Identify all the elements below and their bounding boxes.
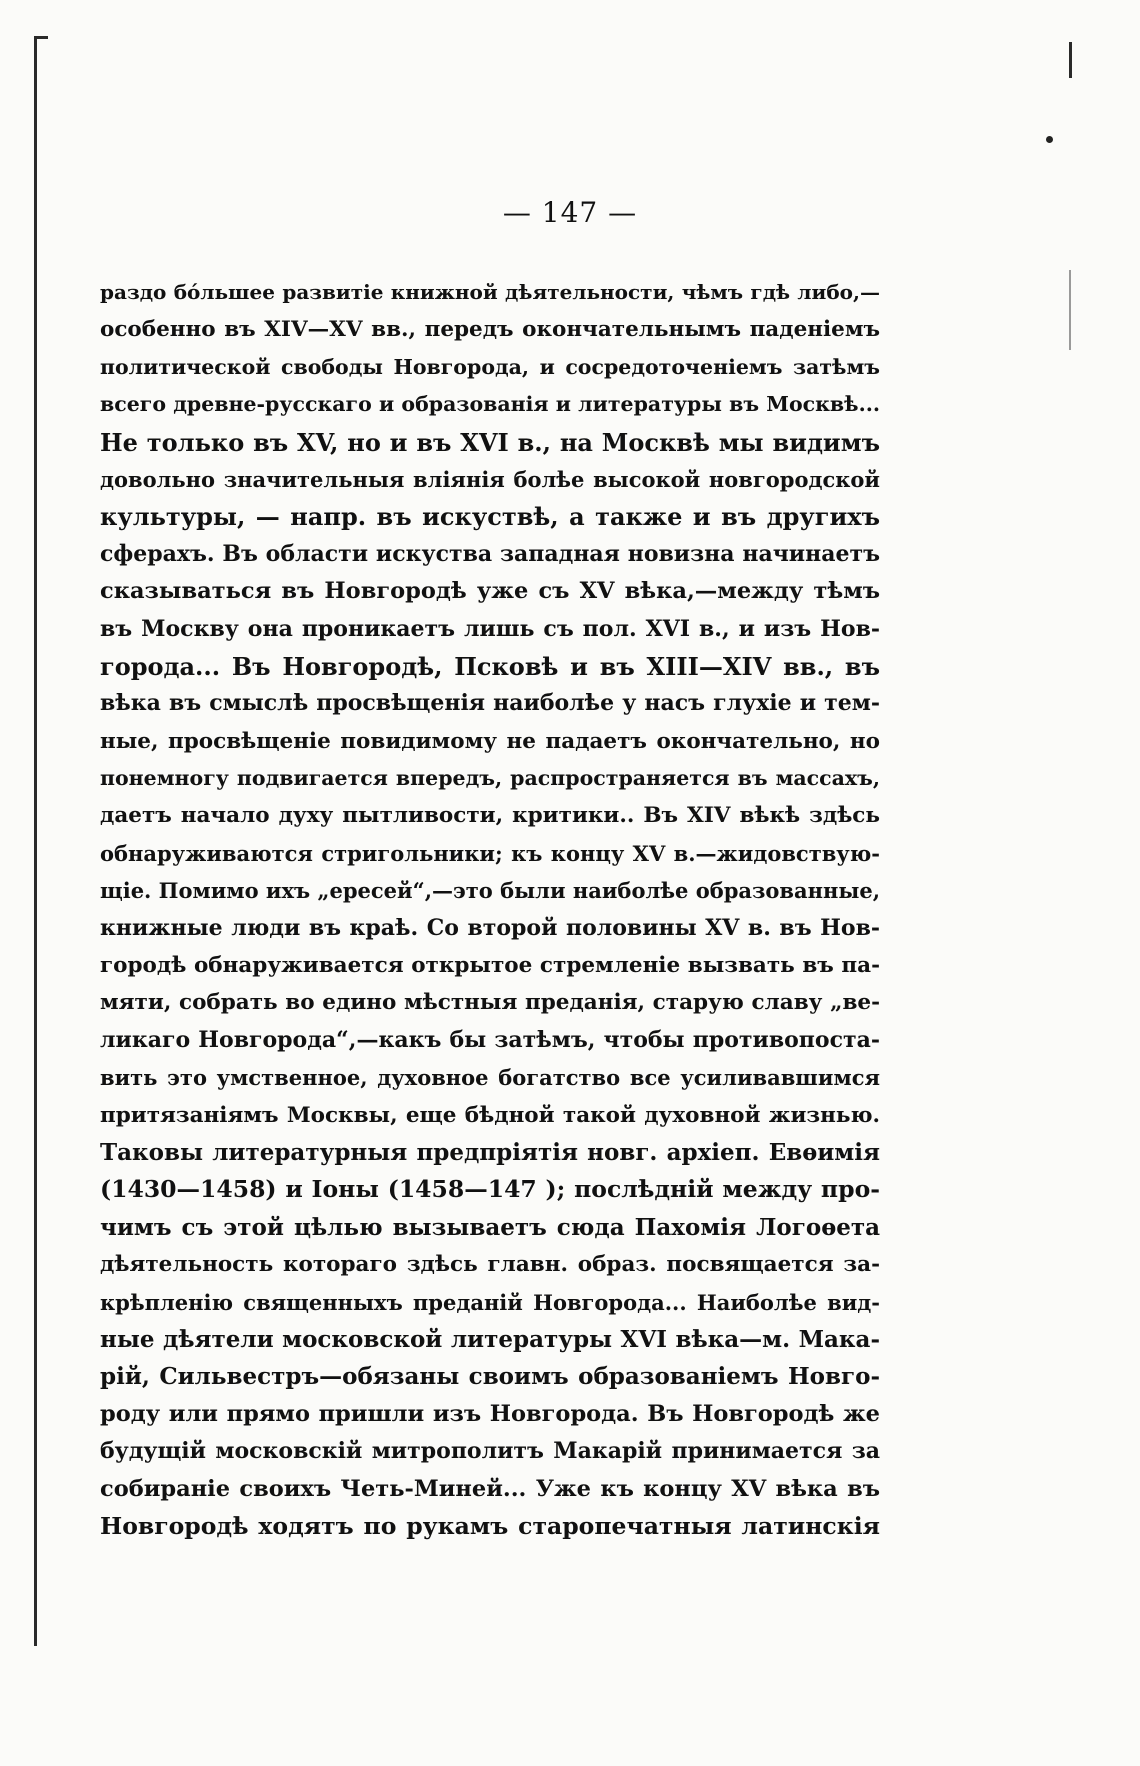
text-line: ные дѣятели московской литературы XVI вѣка—м. Мака- xyxy=(100,1325,880,1353)
text-line: крѣпленію священныхъ преданій Новгорода... Наиболѣе вид- xyxy=(100,1289,880,1315)
body-text xyxy=(100,274,880,1545)
text-line: щіе. Помимо ихъ „ересей“,—это были наиболѣе образованные, xyxy=(100,878,881,904)
text-line: чимъ съ этой цѣлью вызываетъ сюда Пахомія Логоѳета xyxy=(100,1213,880,1241)
text-line: роду или прямо пришли изъ Новгорода. Въ Новгородѣ же xyxy=(100,1400,880,1427)
text-line: сказываться въ Новгородѣ уже съ XV вѣка,—между тѣмъ xyxy=(100,578,880,605)
text-line: дѣятельность котораго здѣсь главн. образ. посвящается за- xyxy=(100,1252,880,1278)
scan-border-left-top xyxy=(34,36,48,39)
text-line: всего древне-русскаго и образованія и литературы въ Москвѣ... xyxy=(100,392,880,417)
text-line: города... Въ Новгородѣ, Псковѣ и въ XIII—XIV вв., въ xyxy=(100,651,880,681)
text-line: особенно въ XIV—XV вв., передъ окончательнымъ паденіемъ xyxy=(100,317,880,343)
text-line: въ Москву она проникаетъ лишь съ пол. XVI в., и изъ Нов- xyxy=(100,615,880,642)
text-line: обнаруживаются стригольники; къ концу XV в.—жидовствую- xyxy=(100,840,880,866)
scan-speck xyxy=(1046,136,1053,143)
text-line: рій, Сильвестръ—обязаны своимъ образованіемъ Новго- xyxy=(100,1363,880,1391)
text-line: книжные люди въ краѣ. Со второй половины XV в. въ Нов- xyxy=(100,914,880,941)
text-line: притязаніямъ Москвы, еще бѣдной такой духовной жизнью. xyxy=(100,1102,880,1128)
scan-border-left xyxy=(34,36,37,1646)
text-line: политической свободы Новгорода, и сосредоточеніемъ затѣмъ xyxy=(100,354,880,379)
text-line: даетъ начало духу пытливости, критики.. Въ XIV вѣкѣ здѣсь xyxy=(100,803,880,829)
text-line: культуры, — напр. въ искуствѣ, а также и въ другихъ xyxy=(100,502,880,532)
text-line: Не только въ XV, но и въ XVI в., на Москвѣ мы видимъ xyxy=(100,427,880,457)
scan-border-right-faint xyxy=(1069,270,1071,350)
text-line: вѣка въ смыслѣ просвѣщенія наиболѣе у насъ глухіе и тем- xyxy=(100,690,880,717)
text-line: Новгородѣ ходятъ по рукамъ старопечатныя латинскія xyxy=(100,1511,880,1540)
text-line: ные, просвѣщеніе повидимому не падаетъ окончательно, но xyxy=(100,728,880,754)
text-line: Таковы литературныя предпріятія новг. архіеп. Евѳимія xyxy=(100,1138,880,1166)
text-line: будущій московскій митрополитъ Макарій принимается за xyxy=(100,1438,880,1465)
text-line: ликаго Новгорода“,—какъ бы затѣмъ, чтобы противопоста- xyxy=(100,1026,880,1053)
text-line: (1430—1458) и Іоны (1458—147 ); послѣдній между про- xyxy=(100,1175,880,1204)
text-line: городѣ обнаруживается открытое стремленіе вызвать въ па- xyxy=(100,953,880,979)
text-line: раздо бóльшее развитіе книжной дѣятельности, чѣмъ гдѣ либо,— xyxy=(100,280,880,304)
text-line: собираніе своихъ Четь-Миней... Уже къ концу XV вѣка въ xyxy=(100,1475,880,1502)
text-line: сферахъ. Въ области искуства западная новизна начинаетъ xyxy=(100,540,880,567)
text-line: понемногу подвигается впередъ, распространяется въ массахъ, xyxy=(100,766,880,791)
text-line: мяти, собрать во едино мѣстныя преданія, старую славу „ве- xyxy=(100,990,880,1016)
scan-border-right xyxy=(1069,42,1072,78)
text-line: довольно значительныя вліянія болѣе высокой новгородской xyxy=(100,466,880,492)
page-number: — 147 — xyxy=(502,196,638,229)
text-line: вить это умственное, духовное богатство все усиливавшимся xyxy=(100,1065,880,1091)
